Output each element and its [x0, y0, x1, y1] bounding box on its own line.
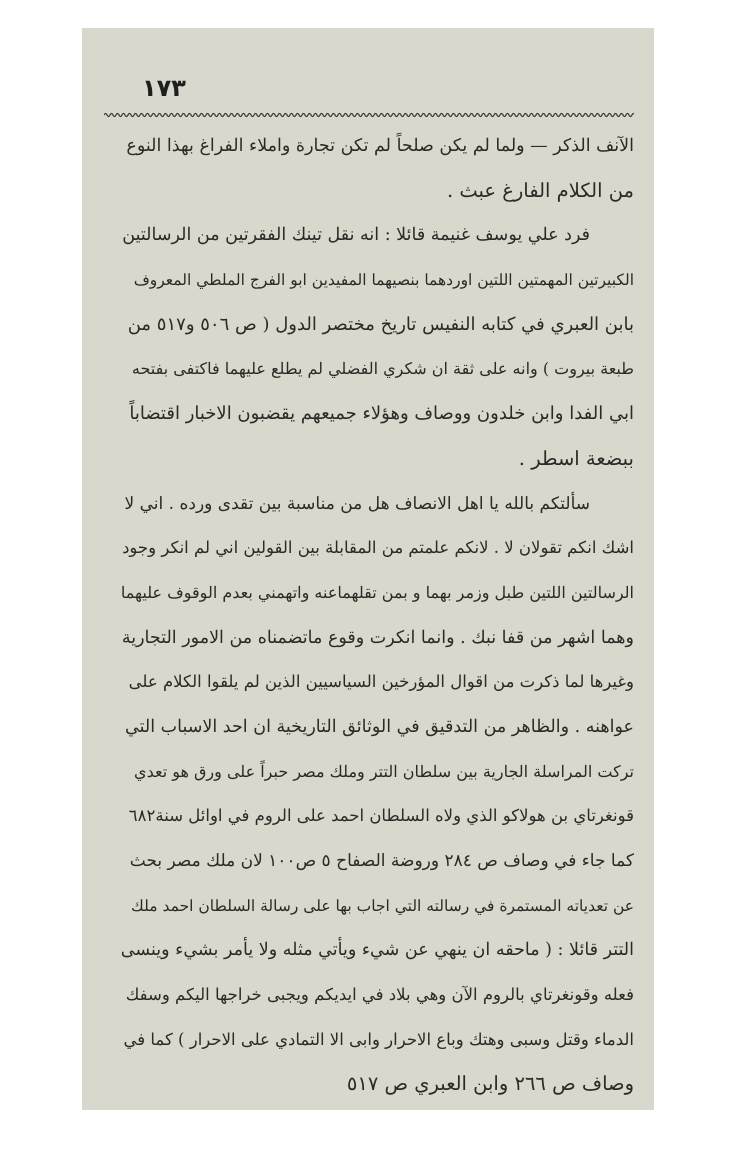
text-line: الرسالتين اللتين طبل وزمر بهما و بمن تقلهماعنه واتهمني بعدم الوقوف عليهما: [120, 582, 634, 602]
text-line: قونغرتاي بن هولاكو الذي ولاه السلطان احمد على الروم في اوائل سنة٦٨٢: [128, 806, 634, 826]
text-line: وهما اشهر من قفا نبك . وانما انكرت وقوع ماتضمناه من الامور التجارية: [121, 627, 634, 648]
text-line: تركت المراسلة الجارية بين سلطان التتر وملك مصر حبراً على ورق هو تعدي: [134, 761, 634, 781]
text-line: طبعة بيروت ) وانه على ثقة ان شكري الفضلي لم يطلع عليهما فاكتفى بفتحه: [131, 359, 634, 379]
wavy-separator-rule: [104, 110, 634, 120]
text-line: سألتكم بالله يا اهل الانصاف هل من مناسبة بين تقدى ورده . اني لا: [124, 493, 590, 514]
text-line: كما جاء في وصاف ص ٢٨٤ وروضة الصفاح ٥ ص١٠٠ لان ملك مصر بحث: [129, 851, 634, 871]
text-line: الكبيرتين المهمتين اللتين اوردهما بنصيهما المفيدين ابو الفرج الملطي المعروف: [133, 271, 634, 290]
text-line: الآنف الذكر — ولما لم يكن صلحاً لم تكن تجارة واملاء الفراغ بهذا النوع: [126, 136, 634, 156]
text-line: ببضعة اسطر .: [518, 446, 634, 470]
text-line: بابن العبري في كتابه النفيس تاريخ مختصر الدول ( ص ٥٠٦ و٥١٧ من: [127, 313, 634, 335]
text-line: وصاف ص ٢٦٦ وابن العبري ص ٥١٧: [346, 1072, 634, 1096]
text-line: ابي الفدا وابن خلدون ووصاف وهؤلاء جميعهم يقضبون الاخبار اقتضاباً: [129, 403, 634, 425]
text-line: الدماء وقتل وسبى وهتك وباع الاحرار وابى الا التمادي على الاحرار ) كما في: [123, 1029, 634, 1049]
text-line: عن تعدياته المستمرة في رسالته التي اجاب بها على رسالة السلطان احمد ملك: [131, 896, 634, 915]
text-line: اشك انكم تقولان لا . لانكم علمتم من المقابلة بين القولين اني لم انكر وجود: [122, 538, 634, 558]
text-line: عواهنه . والظاهر من التدقيق في الوثائق التاريخية ان احد الاسباب التي: [125, 716, 634, 737]
text-line: فعله وقونغرتاي بالروم الآن وهي بلاد في ايديكم ويجبى خراجها اليكم وسفك: [125, 985, 634, 1005]
text-line: التتر قائلا : ( ماحقه ان ينهي عن شيء ويأتي مثله ولا يأمر بشيء وينسى: [120, 940, 634, 961]
scanned-page: [82, 28, 654, 1110]
text-line: من الكلام الفارغ عبث .: [446, 178, 634, 202]
text-line: وغيرها لما ذكرت من اقوال المؤرخين السياسيين الذين لم يلقوا الكلام على: [128, 672, 634, 692]
page-number: ١٧٣: [142, 74, 186, 102]
text-line: فرد علي يوسف غنيمة قائلا : انه نقل تينك الفقرتين من الرسالتين: [122, 225, 590, 246]
article-body: [120, 124, 634, 1107]
